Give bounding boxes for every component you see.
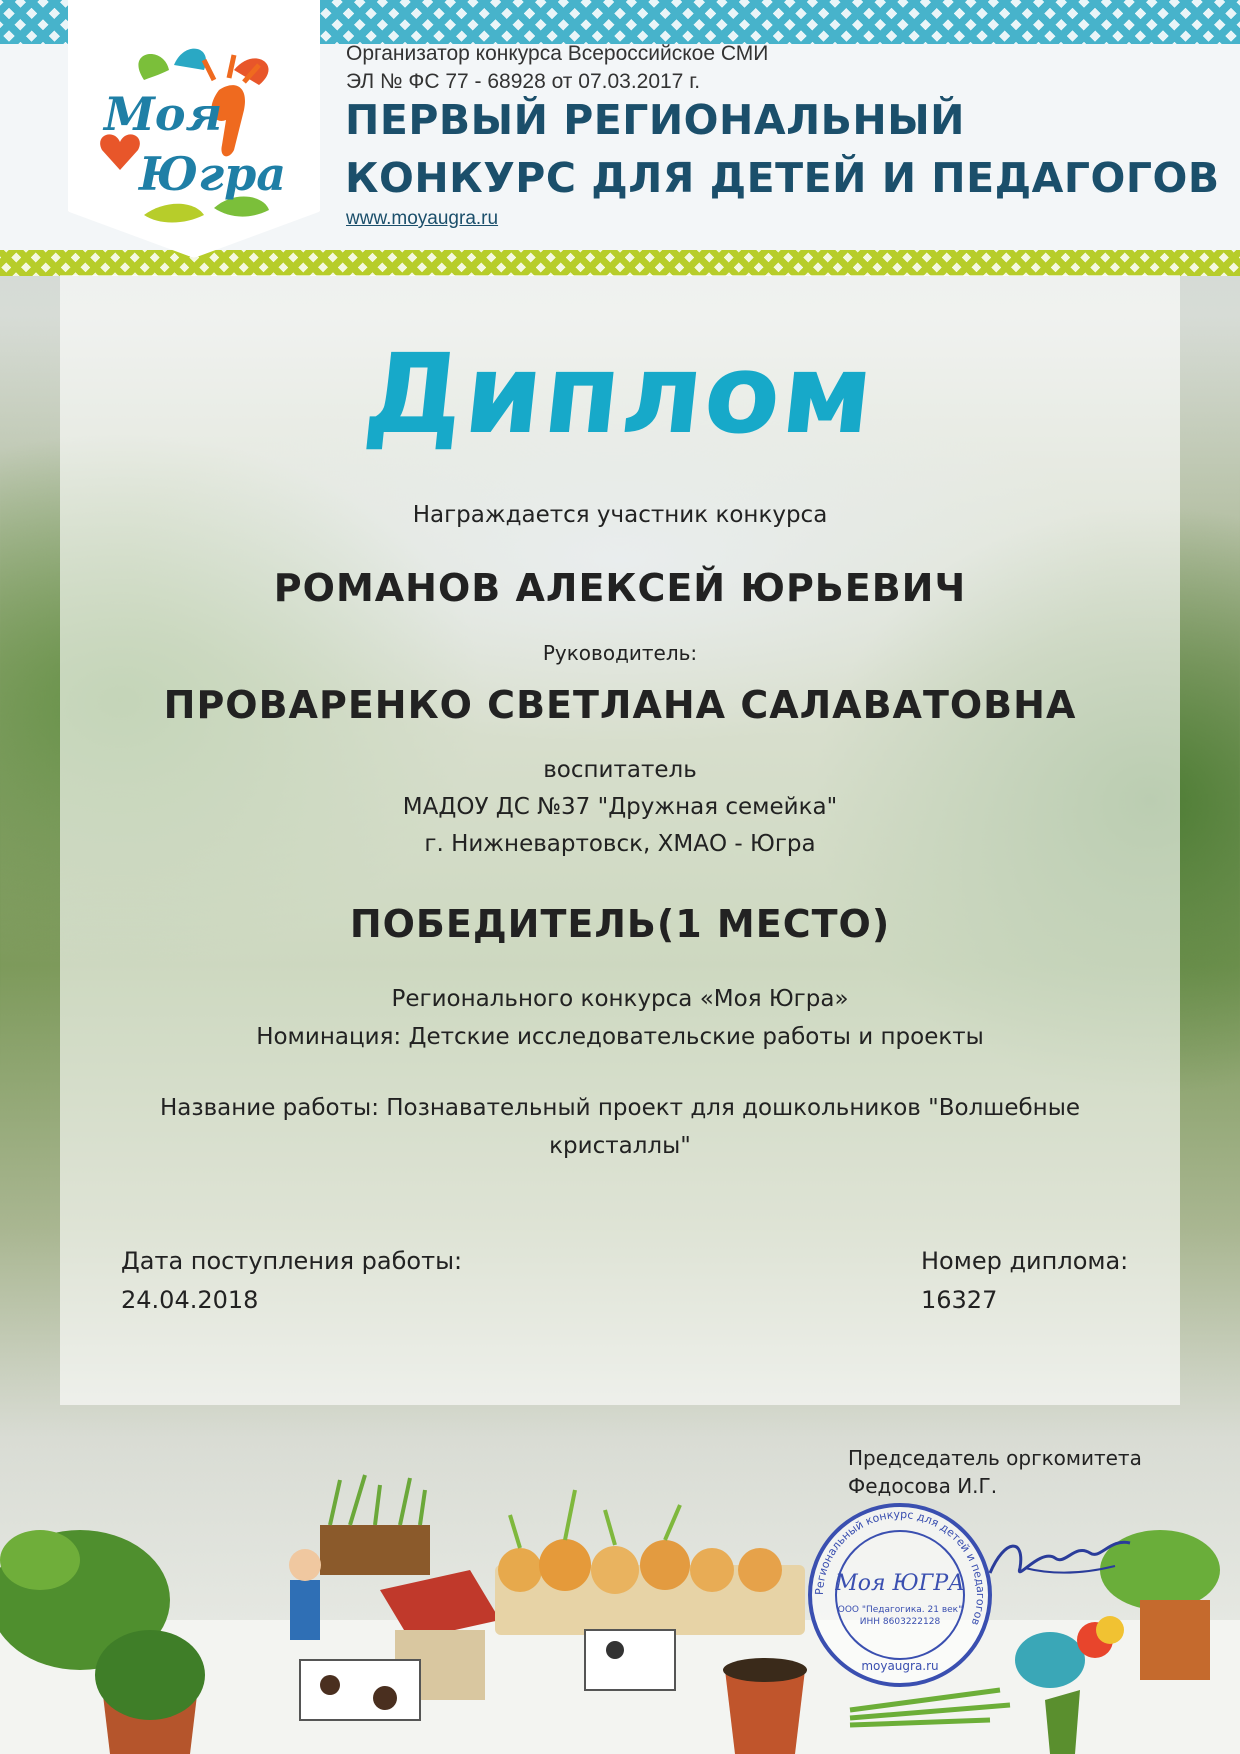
- garden-scene-illustration: [0, 1470, 1240, 1754]
- stamp-ring-text: Региональный конкурс для детей и педагогов: [812, 1507, 988, 1628]
- participant-name: РОМАНОВ АЛЕКСЕЙ ЮРЬЕВИЧ: [273, 566, 967, 610]
- stamp-org-line-1: ООО "Педагогика. 21 век": [837, 1605, 963, 1615]
- stamp-site: moyaugra.ru: [861, 1659, 939, 1673]
- header-title-line-1: ПЕРВЫЙ РЕГИОНАЛЬНЫЙ: [345, 96, 965, 144]
- chair-title: Председатель оргкомитета: [848, 1446, 1142, 1470]
- result-place: ПОБЕДИТЕЛЬ(1 МЕСТО): [349, 902, 891, 946]
- supervisor-label: Руководитель:: [542, 641, 698, 665]
- chair-signature: [985, 1528, 1135, 1588]
- organizer-line-2: ЭЛ № ФС 77 - 68928 от 07.03.2017 г.: [346, 70, 701, 93]
- diploma-title: Диплом: [358, 330, 882, 458]
- nomination: Номинация: Детские исследовательские работы и проекты: [256, 1024, 984, 1050]
- date-label: Дата поступления работы:: [121, 1247, 463, 1275]
- website-link[interactable]: www.moyaugra.ru: [346, 208, 499, 229]
- awarded-text: Награждается участник конкурса: [412, 502, 828, 528]
- institution: МАДОУ ДС №37 "Дружная семейка": [402, 794, 838, 820]
- contest-name: Регионального конкурса «Моя Югра»: [391, 986, 849, 1012]
- organization-stamp: [805, 1500, 995, 1690]
- supervisor-name: ПРОВАРЕНКО СВЕТЛАНА САЛАВАТОВНА: [163, 683, 1077, 727]
- work-title-line-1: Название работы: Познавательный проект для дошкольников "Волшебные: [159, 1095, 1081, 1121]
- organizer-line-1: Организатор конкурса Всероссийское СМИ: [346, 42, 769, 65]
- stamp-center-text: Моя ЮГРА: [835, 1571, 965, 1596]
- date-value: 24.04.2018: [121, 1286, 259, 1314]
- supervisor-position: воспитатель: [543, 757, 697, 783]
- number-label: Номер диплома:: [921, 1247, 1129, 1275]
- number-value: 16327: [921, 1286, 998, 1314]
- logo-text-yugra: Югра: [139, 147, 287, 201]
- chair-name: Федосова И.Г.: [848, 1474, 998, 1498]
- moya-yugra-logo: [84, 40, 304, 250]
- stamp-org-line-2: ИНН 8603222128: [859, 1617, 941, 1627]
- header-title-line-2: КОНКУРС ДЛЯ ДЕТЕЙ И ПЕДАГОГОВ: [345, 154, 1220, 202]
- city: г. Нижневартовск, ХМАО - Югра: [424, 831, 816, 857]
- logo-text-moya: Моя: [104, 87, 223, 141]
- work-title-line-2: кристаллы": [549, 1133, 691, 1159]
